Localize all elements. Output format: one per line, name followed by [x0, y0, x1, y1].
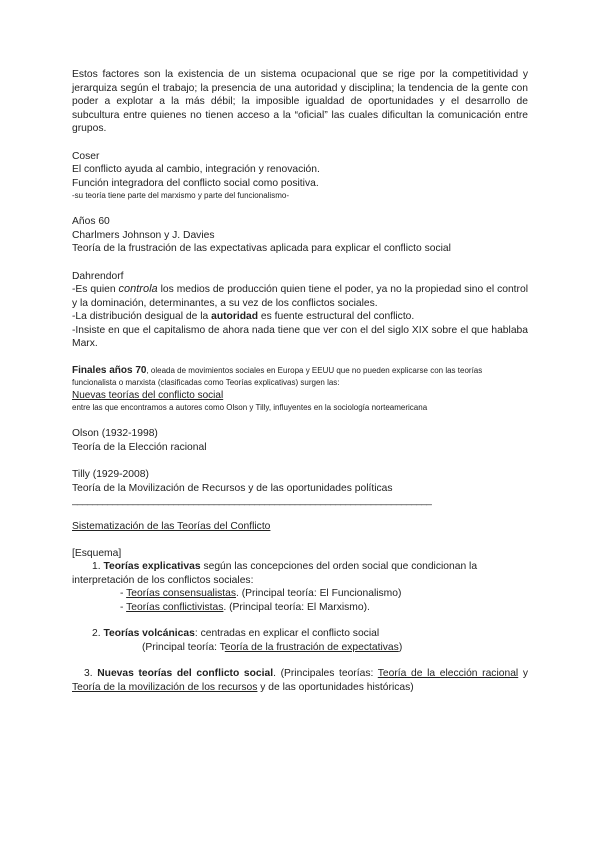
item-2-sub-post: ) [398, 641, 403, 653]
sistematizacion-title: Sistematización de las Teorías del Conflicto [72, 521, 271, 532]
tilly-name: Tilly (1929-2008) [72, 469, 149, 480]
item-1-rest: según las concepciones del orden social que condicionan la interpretación de los conflictos sociales: [72, 561, 478, 586]
item-2-bold: Teorías volcánicas [103, 628, 195, 639]
finales-after: entre las que encontramos a autores como Olson y Tilly, influyentes en la sociología norteamericana [72, 403, 428, 412]
item-3-bold: Nuevas teorías del conflicto social [97, 668, 274, 679]
item-3 [72, 667, 528, 694]
item-3-rest: . (Principales teorías: [273, 668, 378, 679]
item-1-sub-2-rest: . (Principal teoría: El Marxismo). [223, 601, 370, 613]
dahrendorf-p2-a: -La distribución desigual de la [72, 311, 212, 322]
item-1-bold: Teorías explicativas [103, 561, 201, 572]
nuevas-teorias-heading: Nuevas teorías del conflicto social [72, 389, 224, 401]
finales-paragraph [72, 365, 528, 389]
item-3-link-1: Teoría de la elección racional [377, 668, 519, 679]
anos60-authors: Charlmers Johnson y J. Davies [72, 229, 215, 241]
coser-heading: Coser [72, 150, 100, 162]
olson-theory: Teoría de la Elección racional [72, 441, 207, 453]
item-3-end: y de las oportunidades históricas) [257, 681, 414, 693]
item-3-link-2: Teoría de la movilización de los recursos [72, 681, 258, 693]
anos60-theory: Teoría de la frustración de las expectativas aplicada para explicar el conflicto social [72, 243, 451, 254]
dahrendorf-p1-b: los medios de producción quien tiene el poder, ya no la propiedad sino el control y la dominación, determinantes, a su vez de los conflictos sociales. [72, 284, 528, 309]
item-3-mid: y [518, 668, 528, 679]
item-2 [72, 627, 528, 641]
coser-line-1: El conflicto ayuda al cambio, integración y renovación. [72, 164, 320, 175]
item-2-rest: : centradas en explicar el conflicto social [194, 628, 380, 639]
dahrendorf-point-3: -Insiste en que el capitalismo de ahora nada tiene que ver con el del siglo XIX sobre el que hablaba Marx. [72, 324, 528, 349]
horizontal-rule: _______________________________________________________________________ [72, 495, 432, 506]
item-1-sub-1-rest: . (Principal teoría: El Funcionalismo) [236, 588, 402, 599]
olson-name: Olson (1932-1998) [72, 428, 158, 439]
dahrendorf-p1-a: -Es quien [72, 284, 119, 295]
dahrendorf-p2-b: es fuente estructural del conflicto. [258, 311, 415, 322]
document-page [72, 68, 528, 694]
dahrendorf-point-1 [72, 283, 528, 310]
dahrendorf-p1-emphasis: controla [118, 283, 158, 295]
item-1-sub-1: - Teorías consensualistas. (Principal teoría: El Funcionalismo) [120, 588, 402, 599]
anos60-heading: Años 60 [72, 216, 110, 227]
dahrendorf-p2-bold: autoridad [211, 311, 259, 322]
dahrendorf-point-2 [72, 310, 528, 324]
item-1-number: 1. [92, 561, 104, 572]
item-2-sub-link: eoría de la frustración de expectativas [224, 641, 399, 653]
tilly-theory: Teoría de la Movilización de Recursos y de las oportunidades políticas [72, 482, 393, 494]
intro-paragraph: Estos factores son la existencia de un sistema ocupacional que se rige por la competitividad y jerarquiza según el trabajo; la presencia de una autoridad y disciplina; la tendencia de la gente con poder a explotar a la más débil; la imposible igualdad de oportunidades y el desarrollo de subcultura entre quienes no tienen acceso a la “oficial” las cuales dificultan la comunicación entre grupos. [72, 69, 528, 134]
dahrendorf-heading: Dahrendorf [72, 270, 124, 282]
item-1-sub-2-link: Teorías conflictivistas [126, 601, 224, 613]
item-3-number: 3. [84, 668, 98, 679]
item-2-sub-pre: (Principal teoría: T [142, 641, 225, 653]
item-1-sub-1-link: Teorías consensualistas [126, 588, 237, 599]
finales-rest: , oleada de movimientos sociales en Europa y EEUU que no pueden explicarse con las teorías funcionalista o marxista (clasificadas como Teorías explicativas) surgen las: [72, 365, 483, 387]
coser-line-2: Función integradora del conflicto social como positiva. [72, 177, 319, 189]
esquema-label: [Esquema] [72, 547, 122, 559]
item-1-sub-2: - Teorías conflictivistas. (Principal teoría: El Marxismo). [120, 601, 370, 613]
item-2-sub [72, 641, 528, 655]
item-1 [72, 560, 528, 587]
item-2-number: 2. [92, 628, 104, 639]
finales-bold: Finales años 70 [72, 364, 147, 376]
coser-note: -su teoría tiene parte del marxismo y parte del funcionalismo- [72, 191, 289, 200]
